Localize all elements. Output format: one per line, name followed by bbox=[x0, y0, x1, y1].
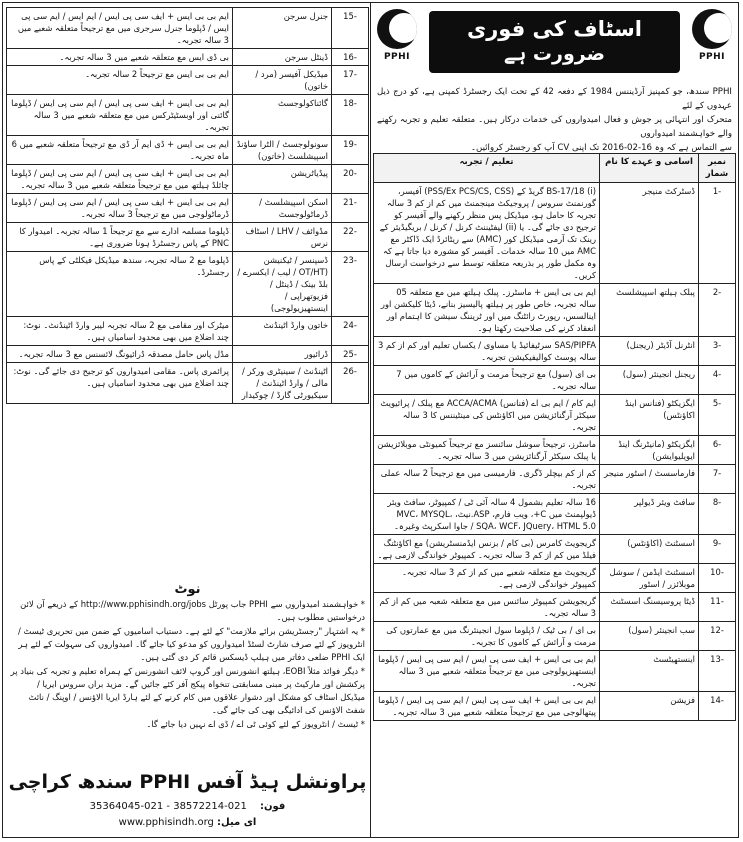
post-name: اسسٹنٹ (اکاؤنٹس) bbox=[600, 535, 699, 564]
note-item: * خواہشمند امیدواروں سے PPHI جاب پورٹل http://www.pphisindh.org/jobs کے ذریعے آن لائن درخواستیں مطلوب ہیں۔ bbox=[20, 599, 365, 622]
email-label: ای میل: bbox=[217, 817, 257, 828]
row-number: -23 bbox=[332, 252, 369, 317]
title-banner bbox=[429, 11, 680, 73]
job-row bbox=[7, 95, 369, 136]
post-requirements: بی ای (سول) مع ترجیحاً مرمت و آرائش کے کاموں میں 7 سالہ تجربہ۔ bbox=[374, 366, 600, 395]
row-number: -5 bbox=[699, 395, 736, 436]
row-number: -21 bbox=[332, 194, 369, 223]
post-requirements: کم از کم بیچلر ڈگری۔ فارمیسی میں مع ترجیحاً 2 سالہ عملی تجربہ۔ bbox=[374, 465, 600, 494]
office-title: پراونشل ہیڈ آفس PPHI سندھ کراچی bbox=[8, 771, 367, 793]
pphi-logo-left bbox=[375, 9, 419, 75]
job-row bbox=[374, 622, 736, 651]
job-row bbox=[7, 346, 369, 363]
logo-text: PPHI bbox=[698, 52, 726, 62]
row-number: -16 bbox=[332, 49, 369, 66]
row-number: -22 bbox=[332, 223, 369, 252]
banner-line-1: اسٹاف کی فوری bbox=[466, 17, 643, 41]
row-number: -6 bbox=[699, 436, 736, 465]
header-requirements: تعلیم / تجربہ bbox=[374, 154, 600, 183]
row-number: -2 bbox=[699, 284, 736, 337]
post-name: پبلک ہیلتھ اسپیشلسٹ bbox=[600, 284, 699, 337]
post-requirements: 16 سالہ تعلیم بشمول 4 سالہ آئی ٹی / کمپیوٹر، سافٹ ویئر ڈیولپمنٹ میں C+، ویب فارم، ASP.نیٹ، MVC، MYSQL، SQA، WCF، JQuery، HTML 5.0 / جاوا اسکرپٹ وغیرہ۔ bbox=[374, 494, 600, 535]
left-column bbox=[6, 7, 369, 833]
row-number: -20 bbox=[332, 165, 369, 194]
post-requirements: ایم بی بی ایس + ڈی ایم آر ڈی مع ترجیحاً متعلقہ شعبے میں 6 ماہ تجربہ۔ bbox=[7, 136, 233, 165]
row-number: -26 bbox=[332, 363, 369, 404]
post-requirements: ایم بی بی ایس + ایف سی پی ایس / ایم سی پی ایس / ڈپلوما چائلڈ ہیلتھ میں مع ترجیحاً متعلقہ شعبے میں 3 سالہ تجربہ۔ bbox=[7, 165, 233, 194]
post-requirements: ماسٹرز، ترجیحاً سوشل سائنسز مع ترجیحاً کمیونٹی موبلائزیشن یا پبلک سیکٹر آرگنائزیشن میں 3 سالہ تجربہ۔ bbox=[374, 436, 600, 465]
phone-numbers: 021-38572214 - 021-35364045 bbox=[89, 801, 247, 812]
post-requirements: ایم بی بی ایس + ماسٹرز۔ پبلک ہیلتھ میں مع متعلقہ 05 سالہ تجربہ، خاص طور پر ہیلتھ پالیسیز بنانے، ڈیٹا کلیکشن اور اینالسس، رپورٹ رائٹنگ میں اور ٹریننگ سیشن کا اہتمام اور انعقاد کرنے کی صلاحیت رکھتا ہو۔ bbox=[374, 284, 600, 337]
post-name: پیڈیاٹریشن bbox=[233, 165, 332, 194]
post-requirements: ایم بی بی ایس مع ترجیحاً 2 سالہ تجربہ۔ bbox=[7, 66, 233, 95]
post-name: سونولوجسٹ / الٹرا ساؤنڈ اسپیشلسٹ (خاتون) bbox=[233, 136, 332, 165]
post-name: فارماسسٹ / اسٹور منیجر bbox=[600, 465, 699, 494]
post-name: ڈسٹرکٹ منیجر bbox=[600, 183, 699, 284]
job-row bbox=[7, 49, 369, 66]
job-row bbox=[7, 194, 369, 223]
post-requirements: ایم بی بی ایس + ایف سی پی ایس / ایم ایس / ایم سی پی ایس / ڈپلوما جنرل سرجری میں مع ترجیحاً متعلقہ شعبے میں 3 سالہ تجربہ۔ bbox=[7, 8, 233, 49]
note-item: * یہ اشتہار "رجسٹریشن برائے ملازمت" کے لئے ہے۔ دستیاب اسامیوں کے ضمن میں تحریری ٹیسٹ / انٹرویوز کے لئے صرف شارٹ لسٹڈ امیدواروں کو مدعو کیا جائے گا۔ امیدواروں کی سہولت کے لئے ہر ایک PPHI ضلعی دفاتر میں ہیلپ ڈیسکس قائم کر دی گئی ہیں۔ bbox=[18, 626, 365, 662]
post-name: میڈیکل آفیسر (مرد / خاتون) bbox=[233, 66, 332, 95]
job-row bbox=[374, 284, 736, 337]
post-name: سافٹ ویئر ڈیولپر bbox=[600, 494, 699, 535]
post-name: ایگزیکٹو (فنانس اینڈ اکاؤنٹس) bbox=[600, 395, 699, 436]
post-name: ڈسپنسر / ٹیکنیشن (OT/HT / لیب / ایکسرے / بلڈ بینک / ڈینٹل / فزیوتھراپی / اینستھیزیولوجی) bbox=[233, 252, 332, 317]
header bbox=[373, 7, 736, 81]
notes-section bbox=[10, 583, 365, 732]
job-row bbox=[7, 223, 369, 252]
post-name: مڈوائف / LHV / اسٹاف نرس bbox=[233, 223, 332, 252]
job-row bbox=[7, 363, 369, 404]
post-requirements: ایم بی بی ایس + ایف سی پی ایس / ایم سی پی ایس / ڈپلوما گائنی اور اوبسٹیٹرکس میں مع متعلقہ شعبے میں 3 سالہ تجربہ۔ bbox=[7, 95, 233, 136]
intro-line: PPHI سندھ، جو کمپنیز آرڈیننس 1984 کے دفعہ 42 کے تحت ایک رجسٹرڈ کمپنی ہے، کو درج ذیل عہدوں کے لئے bbox=[377, 87, 732, 111]
row-number: -25 bbox=[332, 346, 369, 363]
jobs-table-left bbox=[6, 7, 369, 404]
header-no: نمبر شمار bbox=[699, 154, 736, 183]
job-row bbox=[374, 593, 736, 622]
job-row bbox=[7, 317, 369, 346]
job-row bbox=[374, 436, 736, 465]
post-requirements: گریجویٹ مع متعلقہ شعبے میں کم از کم 3 سالہ تجربہ۔ کمپیوٹر خواندگی لازمی ہے۔ bbox=[374, 564, 600, 593]
post-requirements: SAS/PIPFA سرٹیفائیڈ یا مساوی / یکساں تعلیم اور کم از کم 3 سالہ پوسٹ کوالیفیکیشن تجربہ۔ bbox=[374, 337, 600, 366]
job-row bbox=[374, 692, 736, 721]
job-row bbox=[7, 66, 369, 95]
right-column bbox=[373, 7, 736, 833]
row-number: -17 bbox=[332, 66, 369, 95]
post-name: جنرل سرجن bbox=[233, 8, 332, 49]
job-row bbox=[374, 183, 736, 284]
post-requirements: گریجویشن کمپیوٹر سائنس میں مع متعلقہ شعبہ میں کم از کم 3 سالہ تجربہ۔ bbox=[374, 593, 600, 622]
row-number: -14 bbox=[699, 692, 736, 721]
post-name: اسسٹنٹ ایڈمن / سوشل موبلائزر / اسٹور bbox=[600, 564, 699, 593]
website-link[interactable]: www.pphisindh.org bbox=[118, 817, 214, 828]
job-row bbox=[7, 136, 369, 165]
post-name: ڈرائیور bbox=[233, 346, 332, 363]
crescent-logo-icon bbox=[377, 9, 417, 49]
logo-text: PPHI bbox=[383, 52, 411, 62]
post-name: اٹینڈنٹ / سینیٹری ورکر / مالی / وارڈ اٹینڈنٹ / سیکیورٹی گارڈ / چوکیدار bbox=[233, 363, 332, 404]
row-number: -19 bbox=[332, 136, 369, 165]
job-row bbox=[374, 651, 736, 692]
post-name: ریجنل انجینئر (سول) bbox=[600, 366, 699, 395]
post-requirements: بی ڈی ایس مع متعلقہ شعبے میں 3 سالہ تجربہ۔ bbox=[7, 49, 233, 66]
row-number: -10 bbox=[699, 564, 736, 593]
post-requirements: مڈل پاس حامل مصدقہ ڈرائیونگ لائسنس مع 3 سالہ تجربہ۔ bbox=[7, 346, 233, 363]
advertisement-page bbox=[2, 2, 739, 838]
post-requirements: میٹرک اور مقامی مع 2 سالہ تجربہ لیبر وارڈ اٹینڈنٹ۔ نوٹ: چند اضلاع میں بھی محدود اسامیاں ہیں۔ bbox=[7, 317, 233, 346]
post-requirements: (i) BS-17/18 گریڈ کے (PSS/Ex PCS/CS, CSS) آفیسر، گورنمنٹ سروس / پروجیکٹ مینجمنٹ میں کم از کم 3 سالہ تجربہ کا حامل ہو، میڈیکل پس منظر رکھنے والے آفیسر کو ترجیح دی جائے گی۔ یا (ii) لیفٹیننٹ کرنل / کرنل / بریگیڈیئر کے رینک تک آرمی میڈیکل کور (AMC) سے ریٹائرڈ ایک ڈاکٹر مع AMC میں 10 سالہ خدمات۔ آفیسر کو مشورہ دیا جاتا ہے کہ وہ مکمل طور پر بذریعہ متعلقہ توسط سے درخواست ارسال کریں۔ bbox=[374, 183, 600, 284]
job-row bbox=[374, 494, 736, 535]
row-number: -8 bbox=[699, 494, 736, 535]
row-number: -4 bbox=[699, 366, 736, 395]
job-row bbox=[7, 8, 369, 49]
pphi-logo-right bbox=[690, 9, 734, 75]
job-row bbox=[374, 366, 736, 395]
job-row bbox=[7, 165, 369, 194]
post-name: انٹرنل آڈیٹر (ریجنل) bbox=[600, 337, 699, 366]
job-row bbox=[7, 252, 369, 317]
row-number: -1 bbox=[699, 183, 736, 284]
post-name: ڈینٹل سرجن bbox=[233, 49, 332, 66]
row-number: -15 bbox=[332, 8, 369, 49]
post-name: خاتون وارڈ اٹینڈنٹ bbox=[233, 317, 332, 346]
banner-line-2: ضرورت ہے bbox=[504, 43, 605, 65]
post-name: فزیشن bbox=[600, 692, 699, 721]
post-requirements: ایم کام / ایم بی اے (فنانس) ACCA/ACMA مع پبلک / پرائیویٹ سیکٹر آرگنائزیشن میں اکاؤنٹس کی مینٹیننس کا 3 سالہ تجربہ۔ bbox=[374, 395, 600, 436]
note-item: * ٹیسٹ / انٹرویوز کے لئے کوئی ٹی اے / ڈی اے نہیں دیا جائے گا۔ bbox=[146, 719, 365, 729]
job-row bbox=[374, 337, 736, 366]
job-row bbox=[374, 535, 736, 564]
row-number: -7 bbox=[699, 465, 736, 494]
intro-line: متحرک اور انتہائی پر جوش و فعال امیدواروں کی خدمات درکار ہیں۔ متعلقہ تعلیم و تجربہ رکھنے والے خواہشمند امیدواروں bbox=[377, 115, 732, 139]
post-requirements: ایم بی بی ایس + ایف سی پی ایس / ایم سی پی ایس / ڈپلوما ڈرماٹولوجی میں مع ترجیحاً 3 سالہ تجربہ۔ bbox=[7, 194, 233, 223]
row-number: -3 bbox=[699, 337, 736, 366]
post-name: ڈیٹا پروسیسنگ اسسٹنٹ bbox=[600, 593, 699, 622]
row-number: -11 bbox=[699, 593, 736, 622]
job-row bbox=[374, 564, 736, 593]
email-line bbox=[6, 817, 369, 828]
post-name: اسکن اسپیشلسٹ / ڈرماٹولوجسٹ bbox=[233, 194, 332, 223]
post-requirements: ڈپلوما مسلمہ ادارے سے مع ترجیحاً 1 سالہ تجربہ۔ امیدوار کا PNC کے پاس رجسٹرڈ ہونا ضروری ہے۔ bbox=[7, 223, 233, 252]
post-requirements: بی ای / بی ٹیک / ڈپلوما سول انجینئرنگ میں مع عمارتوں کی مرمت و آرائش کے کاموں کا تجربہ۔ bbox=[374, 622, 600, 651]
job-row bbox=[374, 465, 736, 494]
post-requirements: ایم بی بی ایس + ایف سی پی ایس / ایم سی پی ایس / ڈپلوما پیتھالوجی میں مع ترجیحاً متعلقہ شعبے میں 3 سالہ تجربہ۔ bbox=[374, 692, 600, 721]
intro-line: سے التماس ہے کہ وہ 16-02-2016 تک اپنی CV آپ کو رجسٹر کروائیں۔ bbox=[471, 143, 732, 153]
row-number: -24 bbox=[332, 317, 369, 346]
post-requirements: ڈپلوما مع 2 سالہ تجربہ، سندھ میڈیکل فیکلٹی کے پاس رجسٹرڈ۔ bbox=[7, 252, 233, 317]
row-number: -13 bbox=[699, 651, 736, 692]
post-requirements: پرائمری پاس۔ مقامی امیدواروں کو ترجیح دی جائے گی۔ نوٹ: چند اضلاع میں بھی محدود اسامیاں ہیں۔ bbox=[7, 363, 233, 404]
post-name: اینستھیٹسٹ bbox=[600, 651, 699, 692]
column-divider bbox=[370, 3, 371, 837]
header-post: اسامی و عہدے کا نام bbox=[600, 154, 699, 183]
crescent-logo-icon bbox=[692, 9, 732, 49]
note-item: * دیگر فوائد مثلاً EOBI، ہیلتھ انشورنس اور گروپ لائف انشورنس کے ہمراہ تعلیم و تجربہ کی بنیاد پر پرکشش اور مارکیٹ پر مبنی مسابقتی تنخواہ پیکج آفر کئے جائیں گے۔ مزید براں سروس ایریا / میڈیکل اسٹاف کو مشکل اور دشوار علاقوں میں کام کرنے کے لئے ہارڈ ایریا الاؤنس / اوپنگ / نائٹ شفٹ الاؤنس کی ادائیگی بھی کی جائے گی۔ bbox=[10, 666, 365, 715]
row-number: -9 bbox=[699, 535, 736, 564]
post-name: گائناکولوجسٹ bbox=[233, 95, 332, 136]
intro-paragraph bbox=[377, 85, 732, 155]
post-requirements: ایم بی بی ایس + ایف سی پی ایس / ایم سی پی ایس / ڈپلوما اینستھیزیولوجی میں مع ترجیحاً متعلقہ شعبے میں 3 سالہ تجربہ۔ bbox=[374, 651, 600, 692]
footer bbox=[6, 771, 369, 828]
notes-title: نوٹ bbox=[174, 582, 201, 597]
row-number: -18 bbox=[332, 95, 369, 136]
post-name: ایگزیکٹو (مانیٹرنگ اینڈ ایویلیوایشن) bbox=[600, 436, 699, 465]
phone-label: فون: bbox=[260, 801, 286, 812]
jobs-table-right bbox=[373, 153, 736, 721]
post-name: سب انجینئر (سول) bbox=[600, 622, 699, 651]
phone-line bbox=[6, 801, 369, 812]
job-row bbox=[374, 395, 736, 436]
post-requirements: گریجویٹ کامرس (بی کام / بزنس ایڈمنسٹریشن) مع اکاؤنٹنگ فیلڈ میں کم از کم 3 سالہ تجربہ۔ کمپیوٹر خواندگی لازمی ہے۔ bbox=[374, 535, 600, 564]
row-number: -12 bbox=[699, 622, 736, 651]
